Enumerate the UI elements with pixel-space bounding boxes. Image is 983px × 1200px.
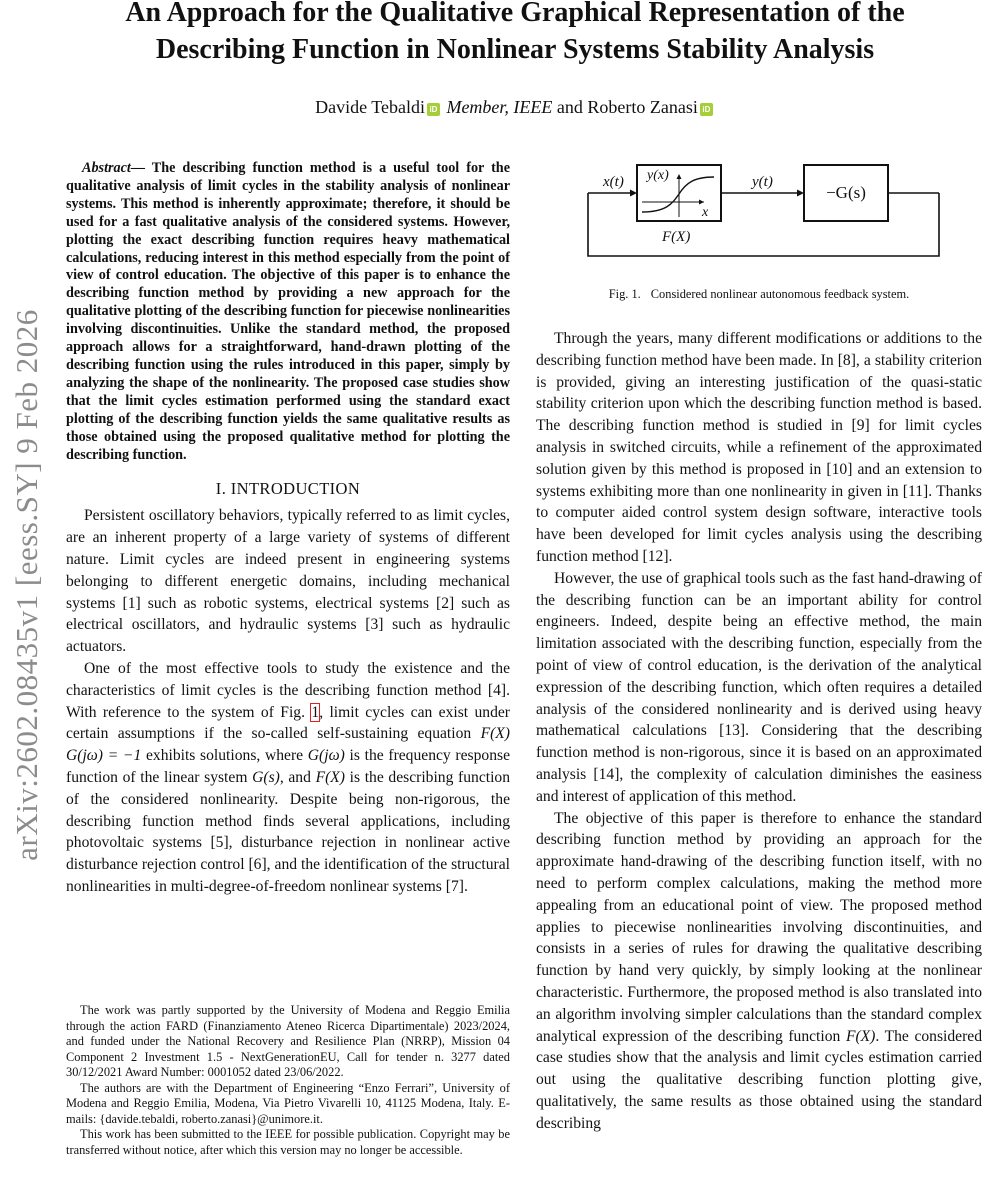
orcid-icon[interactable]: iD xyxy=(700,103,713,116)
footnote-copyright: This work has been submitted to the IEEE for possible publication. Copyright may be transferred without notice, after which this version may no longer be accessible. xyxy=(66,1127,510,1157)
abstract-text: The describing function method is a useful tool for the qualitative analysis of limit cycles in the stability analysis of nonlinear systems. This method is inherently approximate; therefore, it should be used for a fast qualitative analysis of the considered systems. However, plotting the exact describing function requires heavy mathematical calculations, reducing interest in this method especially from the point of view of control education. The objective of this paper is to enhance the describing function method by providing a new approach for the qualitative plotting of the describing function for piecewise nonlinearities involving discontinuities. Unlike the standard method, the proposed approach allows for a straightforward, hand-drawn plotting of the describing function using the rules introduced in this paper, simply by analyzing the shape of the nonlinearity. The proposed case studies show that the limit cycles estimation performed using the standard exact plotting of the describing function yields the same qualitative results as those obtained using the proposed qualitative method for plotting the describing function. xyxy=(66,160,510,463)
right-paragraph-3 xyxy=(536,808,982,1135)
describing-function-label: F(X) xyxy=(662,229,691,245)
figure-ref-link[interactable]: 1 xyxy=(311,703,320,721)
orcid-icon[interactable]: iD xyxy=(427,103,440,116)
arrowhead-icon xyxy=(699,200,704,205)
intro-paragraph-1: Persistent oscillatory behaviors, typically referred to as limit cycles, are an inherent property of a large variety of systems of different nature. Limit cycles are indeed present in engineering systems belonging to different energetic domains, including mechanical systems [1] such as robotic systems, electrical systems [2] such as electrical oscillators, and hydraulic systems [3] such as hydraulic actuators. xyxy=(66,507,510,656)
arrowhead-icon xyxy=(630,190,637,197)
text-run: is the describing function of the considered nonlinearity. Despite being non-rigorous, the describing function method finds several applications, including photovoltaic systems [5], disturbance rejection in nonlinear active disturbance rejection control [6], and the identification of the structural nonlinearities in multi-degree-of-freedom nonlinear systems [7]. xyxy=(66,768,510,895)
arxiv-identifier: arXiv:2602.08435v1 [eess.SY] 9 Feb 2026 xyxy=(9,309,44,861)
author-1: Davide Tebaldi xyxy=(315,97,425,117)
text-run: , and xyxy=(279,768,316,786)
arrowhead-icon xyxy=(677,174,682,179)
nl-x-label: x xyxy=(702,205,709,220)
author-1-role: Member, IEEE xyxy=(446,97,553,117)
self-sustaining-equation: F(X) G(jω) = −1 xyxy=(66,725,510,765)
abstract: Abstract— The describing function method is a useful tool for the qualitative analysis of limit cycles in the stability analysis of nonlinear systems. This method is inherently approximate; therefore, it should be used for a fast qualitative analysis of the considered systems. However, plotting the exact describing function requires heavy mathematical calculations, reducing interest in this method especially from the point of view of control education. The objective of this paper is to enhance the describing function method by providing a new approach for the qualitative plotting of the describing function for piecewise nonlinearities involving discontinuities. Unlike the standard method, the proposed approach allows for a straightforward, hand-drawn plotting of the describing function using the rules introduced in this paper, simply by analyzing the shape of the nonlinearity. The proposed case studies show that the limit cycles estimation performed using the standard exact plotting of the describing function yields the same qualitative results as those obtained using the proposed qualitative method for plotting the describing function. xyxy=(66,160,510,463)
footnote-funding: The work was partly supported by the University of Modena and Reggio Emilia through the action FARD (Finanziamento Ateneo Ricerca Dipartimentale) 2023/2024, and funded under the National Recovery and Resilience Plan (NRRP), Mission 04 Component 2 Investment 1.5 - NextGenerationEU, Call for tender n. 3277 dated 30/12/2021 Award Number: 0001052 dated 23/06/2022. xyxy=(66,1003,510,1079)
left-column xyxy=(66,160,510,898)
right-body-text xyxy=(536,328,982,1134)
math-gjw: G(jω) xyxy=(307,747,345,765)
text-run: . The considered case studies show that the analysis and limit cycles estimation carried out using the qualitative describing function plotting give, qualitatively, the same results as those obtained using the standard describing xyxy=(536,1027,983,1132)
math-fx: F(X) xyxy=(845,1027,876,1045)
linear-block-label: −G(s) xyxy=(826,183,866,202)
feedback-line xyxy=(588,193,939,256)
block-diagram xyxy=(536,160,982,286)
author-joiner: and xyxy=(556,97,583,117)
abstract-label: Abstract xyxy=(82,160,131,176)
input-signal-label: x(t) xyxy=(603,174,624,190)
caption-number: Fig. 1. xyxy=(608,287,641,301)
footnotes xyxy=(66,1003,510,1158)
output-signal-label: y(t) xyxy=(752,174,773,190)
arrowhead-icon xyxy=(797,190,804,197)
paper-title: An Approach for the Qualitative Graphical Representation of the Describing Function in Nonlinear Systems Stability Analysis xyxy=(125,0,905,65)
nl-y-label: y(x) xyxy=(647,168,669,183)
text-run: is the frequency response function of the linear system xyxy=(66,747,510,786)
figure-1 xyxy=(536,160,982,286)
math-fx: F(X) xyxy=(315,768,345,786)
text-run: The objective of this paper is therefore to enhance the standard describing function method by providing an approach for the approximate hand-drawing of the describing function itself, with no need to perform complex calculations, making the method more appealing from an educational point of view. The proposed method applies to piecewise nonlinearities involving discontinuities, and consists in a series of rules for drawing the qualitative describing function by hand very quickly, by simply looking at the nonlinear characteristic. Furthermore, the proposed method is also translated into an algorithm involving simpler calculations than the standard complex analytical expression of the describing function xyxy=(536,809,982,1045)
right-paragraph-2: However, the use of graphical tools such as the fast hand-drawing of the describing function can be an important ability for control engineers. Indeed, despite being an effective method, the main limitation associated with the describing function, especially from the point of view of control education, is the derivation of the analytical expression of the describing function, which often requires a detailed analysis of the considered nonlinearity and is derived using heavy mathematical calculations [13]. Considering that the describing function method is non-rigorous, since it is based on an approximated analysis [14], the complexity of calculation diminishes the easiness and interest of application of this method. xyxy=(536,569,982,805)
text-run: One of the most effective tools to study the existence and the characteristics of limit cycles is the describing function method [4]. With reference to the system of Fig. xyxy=(66,659,510,721)
text-run: exhibits solutions, where xyxy=(141,747,308,765)
caption-text: Considered nonlinear autonomous feedback system. xyxy=(650,287,910,301)
text-run: , limit cycles can exist under certain assumptions if the so-called self-sustaining equation xyxy=(66,703,510,743)
math-gs: G(s) xyxy=(252,768,280,786)
figure-1-caption xyxy=(536,286,982,302)
footnote-affiliation: The authors are with the Department of Engineering “Enzo Ferrari”, University of Modena and Reggio Emilia, Modena, Via Pietro Vivarelli 10, 41125 Modena, Italy. E-mails: {davide.tebaldi, roberto.zanasi}@unimore.it. xyxy=(66,1080,510,1126)
author-line xyxy=(60,95,970,119)
right-paragraph-1: Through the years, many different modifications or additions to the describing function method have been made. In [8], a stability criterion is provided, giving an interesting justification of the quasi-static stability criterion upon which the describing function method is based. The describing function method is studied in [9] for limit cycles analysis in switched circuits, while a refinement of the approximated solution given by this method is proposed in [10] and an extension to systems exhibiting more than one nonlinearity in given in [11]. Thanks to computer aided control system design software, interactive tools have been developed for limit cycles analysis using the describing function method [12]. xyxy=(536,330,982,565)
right-column xyxy=(536,160,982,1134)
author-2: Roberto Zanasi xyxy=(587,97,698,117)
section-heading-introduction: I. INTRODUCTION xyxy=(215,479,361,499)
intro-paragraph-2 xyxy=(66,658,510,898)
